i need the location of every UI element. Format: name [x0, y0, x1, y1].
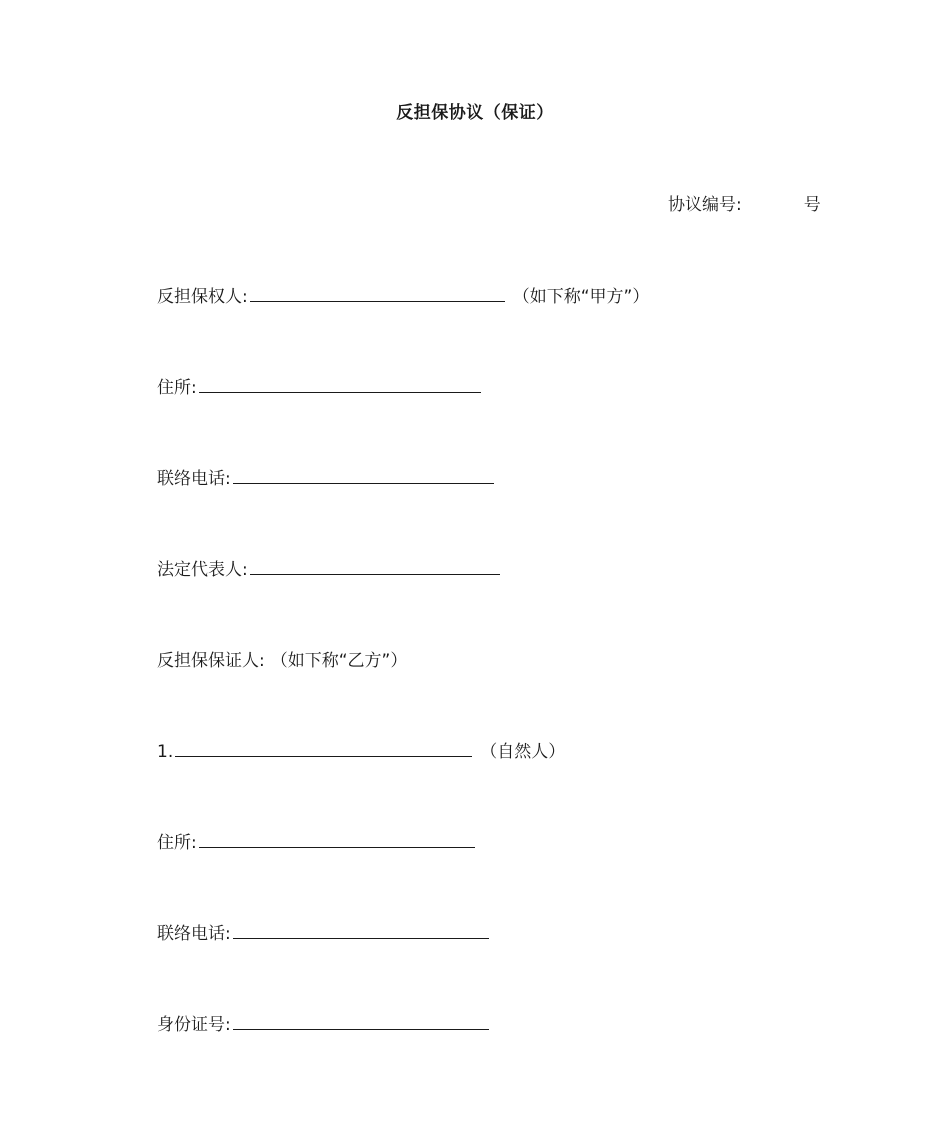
fill-in-blank[interactable]	[175, 738, 472, 757]
document-title: 反担保协议（保证）	[396, 103, 554, 123]
field-counter-guarantor	[157, 646, 407, 671]
field-label: 住所:	[157, 378, 197, 398]
field-label: 反担保权人:	[157, 287, 248, 307]
field-suffix: （自然人）	[480, 742, 566, 762]
field-label: 反担保保证人:	[157, 651, 265, 671]
field-suffix: （如下称“甲方”）	[512, 287, 650, 307]
field-label: 身份证号:	[157, 1015, 231, 1035]
field-label: 1.	[157, 742, 174, 762]
field-counter-guarantee-holder	[157, 282, 649, 307]
field-phone-party-a	[157, 464, 496, 489]
field-address-party-b	[157, 828, 477, 853]
field-natural-person-1	[157, 737, 565, 762]
field-label: 联络电话:	[157, 469, 231, 489]
fill-in-blank[interactable]	[199, 374, 481, 393]
fill-in-blank[interactable]	[199, 829, 475, 848]
field-id-number	[157, 1010, 491, 1035]
field-address-party-a	[157, 373, 483, 398]
fill-in-blank[interactable]	[233, 1011, 489, 1030]
fill-in-blank[interactable]	[233, 465, 494, 484]
field-label: 住所:	[157, 833, 197, 853]
fill-in-blank[interactable]	[233, 920, 489, 939]
agreement-number-label: 协议编号:	[668, 195, 742, 215]
field-phone-party-b	[157, 919, 491, 944]
field-suffix: （如下称“乙方”）	[270, 651, 408, 671]
field-label: 联络电话:	[157, 924, 231, 944]
agreement-number-suffix: 号	[803, 195, 821, 215]
fill-in-blank[interactable]	[250, 283, 505, 302]
field-label: 法定代表人:	[157, 560, 248, 580]
fill-in-blank[interactable]	[250, 556, 500, 575]
field-legal-representative	[157, 555, 502, 580]
agreement-number	[668, 190, 821, 215]
